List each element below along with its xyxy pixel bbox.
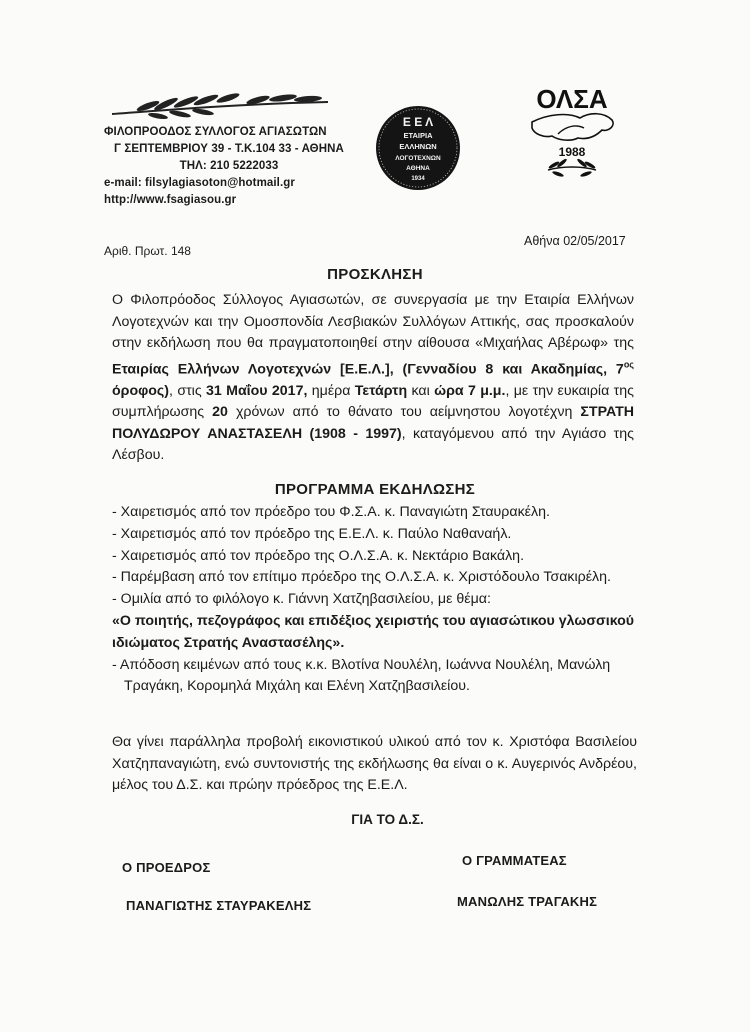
seal-line: Ε Ε Λ [402,115,434,129]
program-item: - Ομιλία από το φιλόλογο κ. Γιάννη Χατζηβασιλείου, με θέμα: [112,591,491,608]
invitation-title: ΠΡΟΣΚΛΗΣΗ [327,266,423,283]
invite-floor-suffix: ος [623,359,634,370]
seal-line: ΕΛΛΗΝΩΝ [399,142,437,151]
org-address: Γ ΣΕΠΤΕΜΒΡΙΟΥ 39 - Τ.Κ.104 33 - ΑΘΗΝΑ [114,143,344,155]
eel-seal-logo [374,104,462,192]
program-item: - Απόδοση κειμένων από τους κ.κ. Βλοτίνα Νουλέλη, Ιωάννα Νουλέλη, Μανώλη Τραγάκη, Κορομηλά Μιχάλη και Ελένη Χατζηβασιλείου. [112,656,611,695]
invite-venue: Εταιρίας Ελλήνων Λογοτεχνών [Ε.Ε.Λ.], (Γενναδίου 8 και Ακαδημίας, 7 [112,361,624,378]
program-title: ΠΡΟΓΡΑΜΜΑ ΕΚΔΗΛΩΣΗΣ [274,481,476,498]
org-name: ΦΙΛΟΠΡΟΟΔΟΣ ΣΥΛΛΟΓΟΣ ΑΓΙΑΣΩΤΩΝ [104,126,327,138]
seal-line: ΕΤΑΙΡΙΑ [403,131,433,140]
secretary-title: Ο ΓΡΑΜΜΑΤΕΑΣ [462,853,567,868]
program-list [112,502,642,698]
program-item: - Χαιρετισμός από τον πρόεδρο της Ε.Ε.Λ. κ. Παύλο Ναθαναήλ. [112,525,512,542]
seal-line: ΛΟΓΟΤΕΧΝΩΝ [395,155,441,162]
program-item [112,611,642,655]
program-item: - Χαιρετισμός από τον πρόεδρο της Ο.Λ.Σ.Α. κ. Νεκτάριο Βακάλη. [112,547,525,564]
secretary-name: ΜΑΝΩΛΗΣ ΤΡΑΓΑΚΗΣ [457,894,598,909]
seal-line: 1934 [411,176,425,182]
invite-years: 20 [212,404,228,421]
invite-day: Τετάρτη [354,382,408,399]
lecture-topic: «Ο ποιητής, πεζογράφος και επιδέξιος χειριστής του αγιασώτικου γλωσσικού ιδιώματος Στρατής Αναστασέλης». [112,612,635,651]
olsa-name: ΟΛΣΑ [536,84,608,114]
invite-text: ημέρα [307,382,355,399]
olsa-logo [518,82,626,187]
invite-text: , καταγόμενου από την Αγιάσο της Λέσβου. [112,425,634,464]
invite-text: , με την ευκαιρία της συμπλήρωσης [112,382,634,421]
org-website: http://www.fsagiasou.gr [104,194,237,206]
org-email: e-mail: filsylagiasoton@hotmail.gr [104,177,295,189]
invite-date: 31 Μαΐου 2017, [206,382,308,399]
invite-text: χρόνων από το θάνατο του αείμνηστου λογοτέχνη [227,404,581,421]
president-name: ΠΑΝΑΓΙΩΤΗΣ ΣΤΑΥΡΑΚΕΛΗΣ [126,898,312,913]
invite-honoree: ΣΤΡΑΤΗ ΠΟΛΥΔΩΡΟΥ ΑΝΑΣΤΑΣΕΛΗ (1908 - 1997) [112,404,634,442]
org-letterhead [104,96,354,209]
program-item: - Χαιρετισμός από τον πρόεδρο του Φ.Σ.Α. κ. Παναγιώτη Σταυρακέλη. [112,504,550,520]
president-title: Ο ΠΡΟΕΔΡΟΣ [122,860,211,875]
seal-line: ΑΘΗΝΑ [406,165,430,172]
invite-text: , στις [169,382,207,399]
org-phone: ΤΗΛ: 210 5222033 [179,160,279,172]
invite-venue-end: όροφος) [112,382,170,399]
invitation-body [112,290,634,467]
invite-text: και [407,382,435,399]
closing-paragraph: Θα γίνει παράλληλα προβολή εικονιστικού υλικού από τον κ. Χριστόφα Βασιλείου Χατζηπαναγιώτη, ενώ συντονιστής της εκδήλωσης θα είναι ο κ. Αυγερινός Ανδρέου, μέλος του Δ.Σ. και πρώην πρόεδρος της Ε.Ε.Λ. [112,734,637,793]
protocol-number: Αριθ. Πρωτ. 148 [104,244,191,258]
for-board-label: ΓΙΑ ΤΟ Δ.Σ. [351,812,424,827]
program-item: - Παρέμβαση από τον επίτιμο πρόεδρο της Ο.Λ.Σ.Α. κ. Χριστόδουλο Τσακιρέλη. [112,569,611,586]
letter-date: Αθήνα 02/05/2017 [524,234,626,248]
invite-time: ώρα 7 μ.μ. [434,382,506,399]
invite-text: Ο Φιλοπρόοδος Σύλλογος Αγιασωτών, σε συνεργασία με την Εταιρία Ελλήνων Λογοτεχνών και την Ομοσπονδία Λεσβιακών Συλλόγων Αττικής, σας προσκαλούν στην εκδήλωση που θα πραγματοποιηθεί στην αίθουσα «Μιχαήλας Αβέρωφ» της [112,292,634,351]
olsa-year: 1988 [558,145,586,159]
